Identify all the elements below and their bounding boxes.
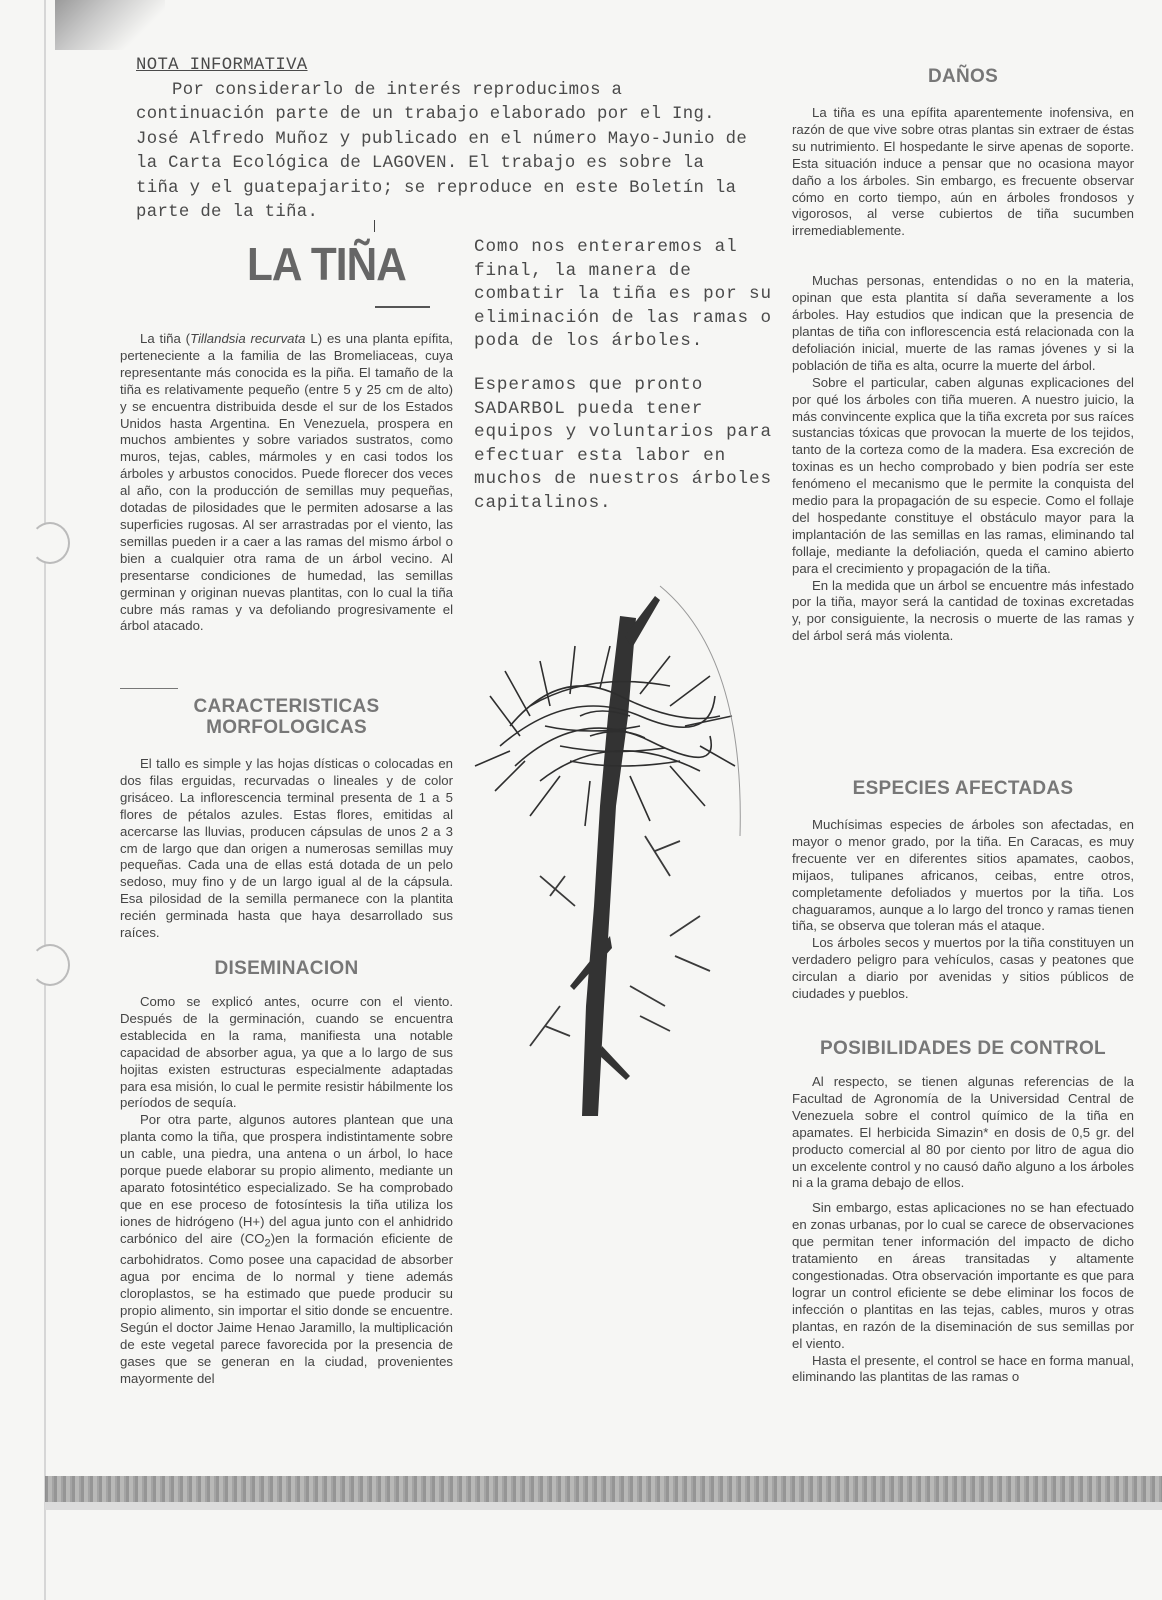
diseminacion-p2-a: Por otra parte, algunos autores plantean que una planta como la tiña, que prospera indistintamente sobre un cable, una piedra, una antena o un árbol, lo hace porque puede elaborar su propio alimento, mediante un aparato fotosintético especializado. Se ha comprobado que en ese proceso de fotosíntesis la tiña utiliza los iones de hidrógeno (H+) del agua junto con el anhidrido carbónico del aire (CO <box>120 1112 453 1246</box>
especies-p1: Muchísimas especies de árboles son afectadas, en mayor o menor grado, por la tiña. En Caracas, es muy frecuente ver en diferentes sitios apamates, caobos, mijaos, tulipanes africanos, ceibas, entre otros, completamente defoliados y muertos por la tiña. Los chaguaramos, aunque a lo largo del tronco y ramas tienen tiña, se observa que toleran más el ataque. <box>792 817 1134 934</box>
especies-heading: ESPECIES AFECTADAS <box>852 778 1074 799</box>
diseminacion-heading: DISEMINACION <box>214 958 359 979</box>
control-block <box>792 1038 1134 1386</box>
tree-trunk <box>570 596 660 1116</box>
margin-mark <box>374 220 375 232</box>
morfologia-text: El tallo es simple y las hojas dísticas o colocadas en dos filas erguidas, recurvadas o lineales y de color grisáceo. La inflorescencia terminal presenta de 1 a 5 flores de pétalos azules. Estas flores, emitidas al acercarse las lluvias, producen cápsulas de unos 2 a 3 cm de largo que dan origen a numerosas semillas muy pequeñas. Cada una de ellas está dotada de un pelo sedoso, muy fino y de un largo igual al de la cápsula. Esa pilosidad de la semilla permanece con la plantita recién germinada hasta que haya desarrollado sus raíces. <box>120 756 453 941</box>
especies-block <box>792 778 1134 1003</box>
sadarbol-p2: Esperamos que pronto SADARBOL pueda tener equipos y voluntarios para efectuar esta labor en muchos de nuestros árboles capitalinos. <box>474 374 772 513</box>
danos-heading: DAÑOS <box>927 66 999 87</box>
sadarbol-p1: Como nos enteraremos al final, la manera de combatir la tiña es por su eliminación de las ramas o poda de los árboles. <box>474 237 772 352</box>
page-edge <box>44 0 46 1600</box>
species-name: Tillandsia recurvata <box>190 331 306 346</box>
article-title: LA TIÑA <box>247 238 406 290</box>
diseminacion-p1: Como se explicó antes, ocurre con el viento. Después de la germinación, cuando se encuentra establecida en la rama, manifiesta una notable capacidad de absorber agua, ya que a lo largo de sus hojitas existen estructuras especialmente adaptadas para esa misión, lo cual le permite resistir hábilmente los períodos de sequía. <box>120 994 453 1111</box>
sadarbol-note <box>474 236 774 516</box>
control-p3: Hasta el presente, el control se hace en forma manual, eliminando las plantitas de las ramas o <box>792 1352 1134 1385</box>
title-rule <box>375 306 430 308</box>
punch-hole <box>30 522 70 564</box>
diseminacion-p2-b: )en la formación eficiente de carbohidratos. Como posee una capacidad de absorber agua por encima de lo normal y tiene además cloroplastos, se ha estimado que puede producir su propio alimento, sin importar el sitio donde se encuentre. Según el doctor Jaime Henao Jaramillo, la multiplicación de este vegetal parece favorecida por la presencia de gases que se generan en la ciudad, provenientes mayormente del <box>120 1230 454 1386</box>
danos-block <box>792 66 1134 645</box>
control-p1: Al respecto, se tienen algunas referencias de la Facultad de Agronomía de la Universidad Central de Venezuela sobre el control químico de la tiña en apamates. El herbicida Simazin* en dosis de 0,5 gr. del producto comercial al 80 por ciento por litro de agua dio un excelente control y no causó daño alguno a los árboles ni a la grama debajo de ellos. <box>792 1074 1134 1191</box>
co2-subscript: 2 <box>264 1237 271 1250</box>
control-heading: POSIBILIDADES DE CONTROL <box>820 1038 1106 1059</box>
diseminacion-p2 <box>120 1112 453 1387</box>
scan-bottom-band <box>45 1476 1162 1502</box>
danos-p3: Sobre el particular, caben algunas explicaciones del por qué los árboles con tiña mueren. A nuestro juicio, la más convincente explica que la tiña excreta por sus raíces sustancias tóxicas que provocan la muerte de los tejidos, tanto de la corteza como de la madera. Esa excreción de toxinas es un hecho comprobado y bien podría ser este fenómeno el mecanismo que le permite la conquista del medio para la propagación de su especie. Como el follaje del hospedante constituye el obstáculo mayor para la implantación de las semillas en las ramas, eliminando tal follaje, mediante la defoliación, queda el camino abierto para el crecimiento y propagación de la tiña. <box>792 374 1134 576</box>
danos-p4: En la medida que un árbol se encuentre más infestado por la tiña, mayor será la cantidad de toxinas excretadas y, por consiguiente, la necrosis o muerte de las ramas y del árbol será más violenta. <box>792 577 1134 644</box>
punch-hole <box>30 944 70 986</box>
danos-p1: La tiña es una epífita aparentemente inofensiva, en razón de que vive sobre otras plantas sin extraer de éstas su nutrimiento. El hospedante le sirve apenas de soporte. Esta situación induce a pensar que no ocasiona mayor daño a los árboles. Sin embargo, es frecuente observar cómo en corto tiempo, aún en árboles frondosos y vigorosos, al verse cubiertos de tiña sucumben irremediablemente. <box>792 105 1134 239</box>
nota-title: NOTA INFORMATIVA <box>136 56 308 75</box>
background-arc <box>660 586 740 836</box>
control-p2: Sin embargo, estas aplicaciones no se han efectuado en zonas urbanas, por lo cual se carece de observaciones que permitan tener información del impacto de dicho tratamiento en áreas transitadas y altamente congestionadas. Otra observación importante es que para lograr un control eficiente se debe eliminar los focos de infección o plantitas en las tejas, cables, muros y otras plantas, en razón de la diseminación de sus semillas por el viento. <box>792 1200 1134 1351</box>
intro-pre: La tiña ( <box>140 331 191 346</box>
morfologia-heading-line2: MORFOLOGICAS <box>206 717 367 738</box>
scan-corner-smudge <box>55 0 165 50</box>
scan-bottom-fade <box>45 1502 1162 1510</box>
nota-text: Por considerarlo de interés reproducimos a continuación parte de un trabajo elaborado por el Ing. José Alfredo Muñoz y publicado en el número Mayo-Junio de la Carta Ecológica de LAGOVEN. El trabajo es sobre la tiña y el guatepajarito; se reproduce en este Boletín la parte de la tiña. <box>136 80 748 222</box>
danos-p2: Muchas personas, entendidas o no en la materia, opinan que esta plantita sí daña severamente a los árboles. Hay estudios que indican que la presencia de plantas de tiña con inflorescencia está relacionada con la defoliación inicial, muerte de las ramas jóvenes y si la población de tiña es alta, ocurre la muerte del árbol. <box>792 273 1134 373</box>
morfologia-heading-line1: CARACTERISTICAS <box>193 696 380 717</box>
intro-block <box>120 331 453 635</box>
especies-p2: Los árboles secos y muertos por la tiña constituyen un verdadero peligro para vehículos, casas y peatones que circulan a diario por avenidas y sitios públicos de ciudades y pueblos. <box>792 935 1134 1002</box>
intro-paragraph <box>120 331 453 635</box>
diseminacion-block <box>120 958 453 1387</box>
tiña-tree-illustration <box>470 576 745 1156</box>
morfologia-heading <box>120 696 453 738</box>
intro-post: L) es una planta epífita, perteneciente a la familia de las Bromeliaceas, cuya representante más conocida es la piña. El tamaño de la tiña es relativamente pequeño (entre 5 y 25 cm de alto) y se encuentra distribuida desde el sur de los Estados Unidos hasta Argentina. En Venezuela, prospera en muchos ambientes y sobre variados sustratos, como muros, tejas, cables, mármoles y en casi todos los árboles y arbustos conocidos. Puede florecer dos veces al año, con la producción de semillas muy pequeñas, dotadas de pilosidades que le permiten adosarse a las superficies rugosas. Al ser arrastradas por el viento, las semillas pueden ir a caer a las ramas del mismo árbol o bien a cualquier otra rama de un árbol vecino. Al presentarse condiciones de humedad, las semillas germinan y originan nuevas plantitas, con lo cual la tiña cubre más ramas y va defoliando progresivamente el árbol atacado. <box>120 331 454 634</box>
scattered-twigs <box>530 836 710 1046</box>
nota-informativa <box>136 54 754 226</box>
section-rule <box>120 688 178 689</box>
morfologia-block <box>120 696 453 942</box>
